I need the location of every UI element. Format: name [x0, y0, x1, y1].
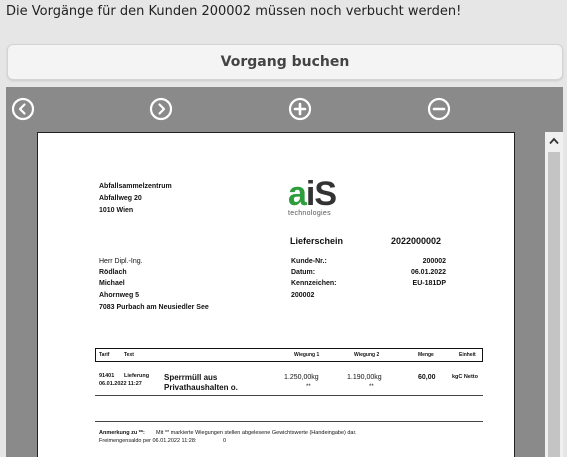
meta-label: Kunde-Nr.: — [291, 258, 327, 265]
meta-label: Kennzeichen: — [291, 280, 337, 287]
scroll-thumb[interactable] — [548, 152, 560, 457]
divider — [95, 395, 483, 396]
meta-label: Datum: — [291, 269, 316, 276]
recipient-line: Ahornweg 5 — [99, 292, 140, 299]
column-header: Wiegung 1 — [294, 352, 320, 358]
logo-letter: a — [288, 175, 306, 213]
chevron-right-icon[interactable] — [149, 97, 173, 121]
meta-value: 06.01.2022 — [410, 269, 446, 276]
chevron-left-icon[interactable] — [11, 97, 35, 121]
vertical-scrollbar[interactable] — [545, 132, 563, 457]
recipient-line: 7083 Purbach am Neusiedler See — [99, 304, 209, 311]
row-text: Privathaushalten o. — [164, 383, 238, 392]
row-type: Lieferung — [124, 373, 150, 379]
column-header: Tarif — [99, 352, 110, 358]
recipient-line: Michael — [99, 280, 125, 287]
column-header: Einheit — [459, 352, 476, 358]
note-balance-label: Freimengensaldo per 06.01.2022 11:28: — [99, 438, 197, 444]
meta-value: EU-181DP — [412, 280, 446, 287]
column-header: Menge — [418, 352, 434, 358]
recipient-line: Rödlach — [99, 269, 127, 276]
pending-notice: Die Vorgänge für den Kunden 200002 müssen noch verbucht werden! — [6, 4, 462, 19]
note-label: Anmerkung zu **: — [99, 430, 145, 436]
row-weighing-1-mark: ** — [306, 384, 311, 390]
meta-label: 200002 — [291, 292, 315, 299]
divider — [95, 421, 483, 422]
zoom-out-icon[interactable] — [427, 97, 451, 121]
row-weighing-2: 1.190,00kg — [347, 374, 382, 381]
row-quantity: 60,00 — [418, 374, 436, 381]
note-balance-value: 0 — [223, 438, 227, 444]
delivery-note-page — [37, 132, 515, 457]
sender-line: 1010 Wien — [99, 207, 134, 214]
note-text: Mit ** markierte Wiegungen stellen abgelesene Gewichtswerte (Handeingabe) dar. — [156, 430, 357, 436]
row-text: Sperrmüll aus — [164, 373, 218, 382]
viewer-toolbar — [6, 87, 563, 132]
logo-letters: iS — [305, 175, 337, 213]
sender-line: Abfallsammelzentrum — [99, 183, 172, 190]
scroll-up-icon[interactable] — [545, 132, 563, 150]
row-tarif: 91401 — [99, 373, 115, 379]
company-logo — [288, 175, 337, 217]
column-header: Wiegung 2 — [354, 352, 380, 358]
document-number: 2022000002 — [391, 236, 442, 246]
zoom-in-icon[interactable] — [288, 97, 312, 121]
row-unit: kgC Netto — [452, 374, 478, 380]
logo-subtitle: technologies — [288, 210, 331, 217]
document-title: Lieferschein — [290, 236, 344, 246]
row-weighing-2-mark: ** — [369, 384, 374, 390]
document-viewer[interactable] — [6, 132, 563, 457]
book-transaction-button[interactable]: Vorgang buchen — [7, 44, 563, 80]
row-datetime: 06.01.2022 11:27 — [99, 381, 142, 387]
column-header: Text — [124, 352, 134, 358]
meta-value: 200002 — [422, 258, 446, 265]
recipient-line: Herr Dipl.-Ing. — [99, 258, 143, 265]
sender-line: Abfallweg 20 — [99, 195, 142, 202]
row-weighing-1: 1.250,00kg — [284, 374, 319, 381]
